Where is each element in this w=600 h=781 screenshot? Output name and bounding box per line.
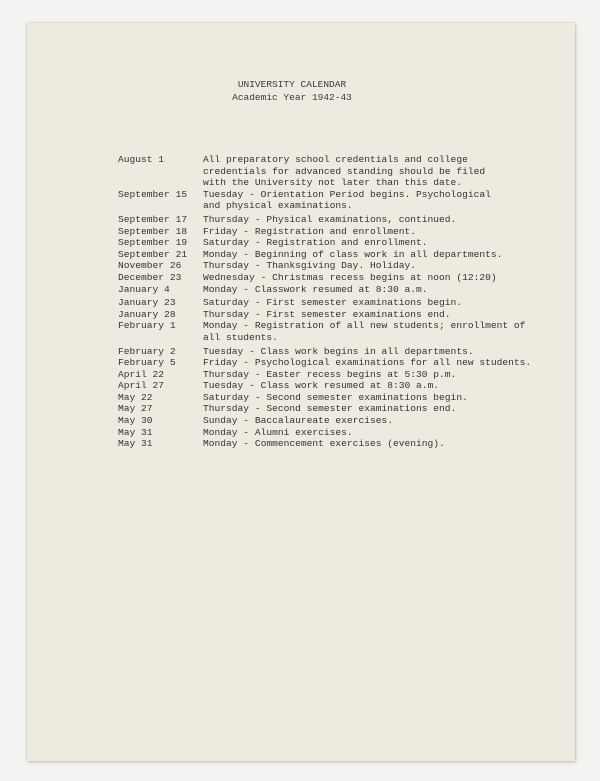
calendar-entry (118, 438, 538, 450)
entry-line: all students. (203, 331, 278, 343)
calendar-entry (118, 249, 538, 261)
entry-description: Sunday - Baccalaureate exercises. (203, 415, 393, 427)
entry-date: May 27 (118, 403, 153, 415)
entry-description: Saturday - Second semester examinations begin. (203, 391, 468, 403)
entry-date: September 18 (118, 225, 188, 237)
calendar-entry (118, 380, 538, 392)
entry-date: January 4 (118, 283, 170, 295)
entry-description: Thursday - Thanksgiving Day. Holiday. (203, 260, 417, 272)
entry-description: Monday - Alumni exercises. (203, 426, 353, 438)
entry-line: Monday - Registration of all new students; enrollment of (203, 320, 526, 332)
calendar-entry (118, 272, 538, 284)
entry-description: Thursday - Easter recess begins at 5:30 p.m. (203, 368, 457, 380)
calendar-entry (118, 415, 538, 427)
entry-line: with the University not later than this date. (203, 177, 463, 189)
entry-description: Monday - Beginning of class work in all departments. (203, 248, 503, 260)
calendar-entry (118, 260, 538, 272)
entry-line: Tuesday - Orientation Period begins. Psychological (203, 188, 491, 200)
entry-line: All preparatory school credentials and college (203, 154, 468, 165)
calendar-entry (118, 154, 538, 189)
calendar-list (118, 154, 538, 450)
entry-date: September 21 (118, 248, 188, 260)
calendar-entry (118, 284, 538, 296)
entry-description: Thursday - First semester examinations end. (203, 308, 451, 320)
entry-description: Tuesday - Class work resumed at 8:30 a.m. (203, 380, 440, 392)
calendar-entry (118, 226, 538, 238)
calendar-entry (118, 320, 538, 343)
entry-date: February 2 (118, 345, 176, 357)
entry-date: May 31 (118, 438, 153, 450)
calendar-entry (118, 369, 538, 381)
entry-description: Thursday - Second semester examinations end. (203, 403, 457, 415)
entry-date: December 23 (118, 271, 182, 283)
entry-date: January 23 (118, 297, 176, 309)
entry-description: Monday - Classwork resumed at 8:30 a.m. (203, 283, 428, 295)
entry-date: September 19 (118, 237, 188, 249)
entry-date: April 22 (118, 368, 165, 380)
entry-line: credentials for advanced standing should be filed (203, 165, 486, 177)
entry-date: May 22 (118, 391, 153, 403)
entry-description: Friday - Registration and enrollment. (203, 225, 417, 237)
entry-description: Saturday - Registration and enrollment. (203, 237, 428, 249)
entry-description: Wednesday - Christmas recess begins at noon (12:20) (203, 271, 497, 283)
calendar-entry (118, 214, 538, 226)
entry-description (203, 154, 535, 189)
calendar-entry (118, 237, 538, 249)
entry-date: May 31 (118, 426, 153, 438)
entry-date: February 5 (118, 357, 176, 369)
document-subtitle: Academic Year 1942-43 (232, 92, 352, 103)
entry-date: August 1 (118, 154, 165, 165)
entry-description: Tuesday - Class work begins in all departments. (203, 345, 474, 357)
calendar-entry (118, 346, 538, 358)
calendar-entry (118, 403, 538, 415)
entry-date: February 1 (118, 320, 176, 332)
entry-description: Saturday - First semester examinations begin. (203, 297, 463, 309)
entry-description (203, 189, 535, 212)
entry-description: Thursday - Physical examinations, continued. (203, 213, 457, 225)
entry-date: April 27 (118, 380, 165, 392)
entry-line: and physical examinations. (203, 200, 353, 212)
calendar-entry (118, 392, 538, 404)
calendar-entry (118, 189, 538, 212)
calendar-entry (118, 297, 538, 309)
entry-description: Monday - Commencement exercises (evening). (203, 438, 445, 450)
entry-description: Friday - Psychological examinations for all new students. (203, 357, 532, 369)
entry-description (203, 320, 535, 343)
calendar-entry (118, 309, 538, 321)
document-header (0, 78, 600, 104)
entry-date: May 30 (118, 415, 153, 427)
document-title: UNIVERSITY CALENDAR (237, 79, 347, 90)
entry-date: September 17 (118, 213, 188, 225)
entry-date: September 15 (118, 188, 188, 200)
entry-date: January 28 (118, 308, 176, 320)
calendar-entry (118, 427, 538, 439)
entry-date: November 26 (118, 260, 182, 272)
calendar-entry (118, 357, 538, 369)
